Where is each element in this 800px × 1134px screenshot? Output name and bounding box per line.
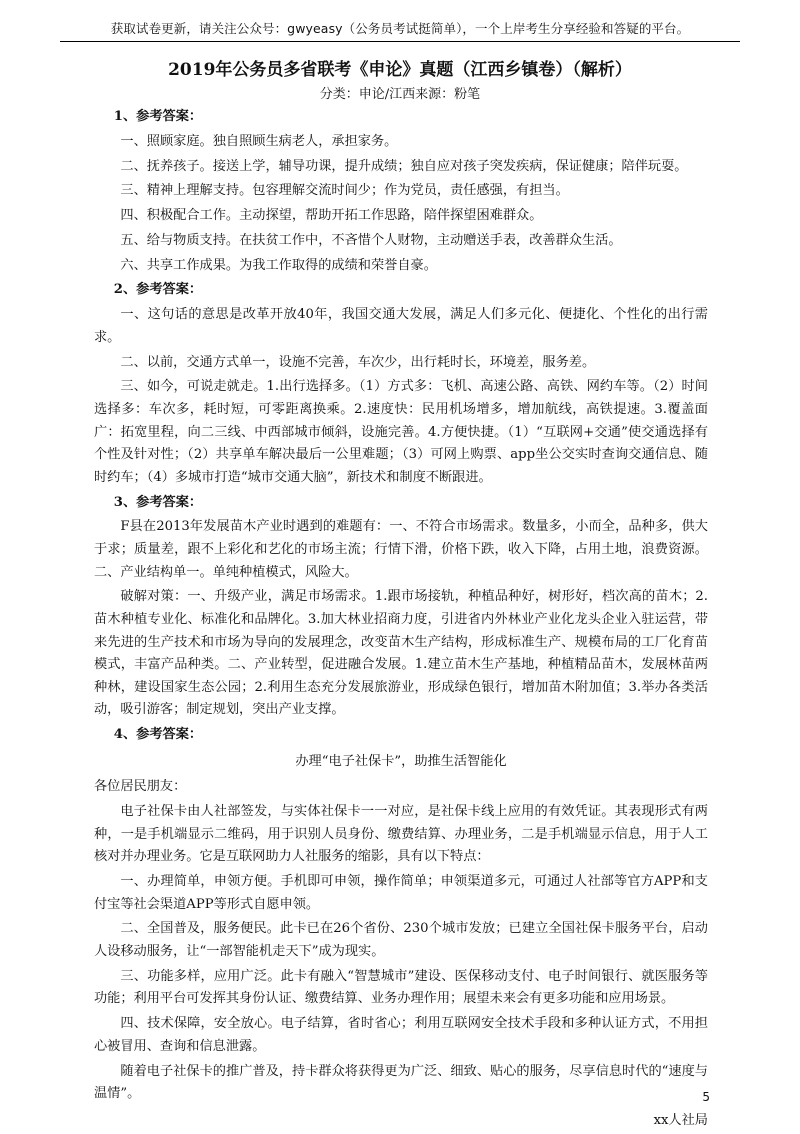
article-paragraph: 二、全国普及，服务便民。此卡已在26个省份、230个城市发放；已建立全国社保卡服务平台，启动人设移动服务，让“一部智能机走天下”成为现实。 xyxy=(94,921,708,959)
section-heading: 2、参考答案： xyxy=(113,282,203,298)
article-paragraph: 四、技术保障，安全放心。电子结算，省时省心；利用互联网安全技术手段和多种认证方式，不用担心被冒用、查询和信息泄露。 xyxy=(94,1016,708,1054)
article-signature: xx人社局 xyxy=(653,1112,708,1128)
article-paragraph: 电子社保卡由人社部签发，与实体社保卡一一对应，是社保卡线上应用的有效凭证。其表现形式有两种，一是手机端显示二维码，用于识别人员身份、缴费结算、办理业务，二是手机端显示信息，用于人工核对并办理业务。它是互联网助力人社服务的缩影，具有以下特点： xyxy=(94,804,708,865)
answer-paragraph: 四、积极配合工作。主动探望，帮助开拓工作思路，陪伴探望困难群众。 xyxy=(120,208,543,224)
answer-paragraph: 三、精神上理解支持。包容理解交流时间少；作为党员，责任感强，有担当。 xyxy=(120,183,569,199)
article-paragraph: 一、办理简单，申领方便。手机即可申领，操作简单；申领渠道多元，可通过人社部等官方APP和支付宝等社会渠道APP等形式自愿申领。 xyxy=(94,874,708,912)
answer-paragraph: 二、抚养孩子。接送上学，辅导功课，提升成绩；独自应对孩子突发疾病，保证健康；陪伴玩耍。 xyxy=(120,158,688,174)
section-heading: 3、参考答案： xyxy=(113,494,203,510)
article-paragraph: 随着电子社保卡的推广普及，持卡群众将获得更为广泛、细致、贴心的服务，尽享信息时代的“速度与温情”。 xyxy=(94,1063,708,1102)
answer-paragraph: 破解对策：一、升级产业，满足市场需求。1.跟市场接轨，种植品种好，树形好，档次高的苗木；2.苗木种植专业化、标准化和品牌化。3.加大林业招商力度，引进省内外林业产业化龙头企业入驻运营，带来先进的生产技术和市场为导向的发展理念，改变苗木生产结构，形成标准生产、规模布局的工厂化育苗模式，丰富产品种类。二、产业转型，促进融合发展。1.建立苗木生产基地，种植精品苗木，发展林苗两种林，建设国家生态公园；2.利用生态充分发展旅游业，形成绿色银行，增加苗木附加值；3.举办各类活动，吸引游客；制定规划，突出产业支撑。 xyxy=(94,589,708,718)
page-title: 2019年公务员多省联考《申论》真题（江西乡镇卷）（解析） xyxy=(168,60,632,80)
answer-paragraph: 六、共享工作成果。为我工作取得的成绩和荣誉自豪。 xyxy=(120,257,437,273)
section-heading: 4、参考答案： xyxy=(113,727,203,743)
article-paragraph: 三、功能多样，应用广泛。此卡有融入“智慧城市”建设、医保移动支付、电子时间银行、就医服务等功能；利用平台可发挥其身份认证、缴费结算、业务办理作用；展望未来会有更多功能和应用场景。 xyxy=(94,968,708,1007)
answer-paragraph: 三、如今，可说走就走。1.出行选择多。（1）方式多：飞机、高速公路、高铁、网约车等。（2）时间选择多：车次多，耗时短，可零距离换乘。2.速度快：民用机场增多，增加航线，高铁提速。3.覆盖面广：拓宽里程，向二三线、中西部城市倾斜，设施完善。4.方便快捷。（1）“互联网+交通”使交通选择有个性及针对性；（2）共享单车解决最后一公里难题；（3）可网上购票、app坐公交实时查询交通信息、随时约车；（4）多城市打造“城市交通大脑”，新技术和制度不断跟进。 xyxy=(94,379,708,485)
answer-paragraph: 二、以前，交通方式单一，设施不完善，车次少，出行耗时长，环境差，服务差。 xyxy=(120,354,596,370)
section-heading: 1、参考答案： xyxy=(113,109,203,124)
header-rule xyxy=(60,41,740,42)
article-greeting: 各位居民朋友： xyxy=(94,779,187,795)
header-note: 获取试卷更新，请关注公众号：gwyeasy（公务员考试挺简单），一个上岸考生分享经验和答疑的平台。 xyxy=(110,21,690,36)
article-title: 办理“电子社保卡”，助推生活智能化 xyxy=(295,753,507,769)
category-source-line: 分类：申论/江西来源：粉笔 xyxy=(319,87,481,102)
document-body xyxy=(94,106,708,1134)
answer-paragraph: F县在2013年发展苗木产业时遇到的难题有：一、不符合市场需求。数量多，小而全，品种多，供大于求；质量差，跟不上彩化和艺化的市场主流；行情下滑，价格下跌，收入下降，占用土地，浪费资源。二、产业结构单一。单纯种植模式，风险大。 xyxy=(94,519,708,580)
answer-paragraph: 五、给与物质支持。在扶贫工作中，不吝惜个人财物，主动赠送手表，改善群众生活。 xyxy=(120,232,622,248)
page-number: 5 xyxy=(702,1090,710,1104)
answer-paragraph: 一、照顾家庭。独自照顾生病老人，承担家务。 xyxy=(120,133,398,149)
answer-paragraph: 一、这句话的意思是改革开放40年，我国交通大发展，满足人们多元化、便捷化、个性化的出行需求。 xyxy=(94,307,708,345)
